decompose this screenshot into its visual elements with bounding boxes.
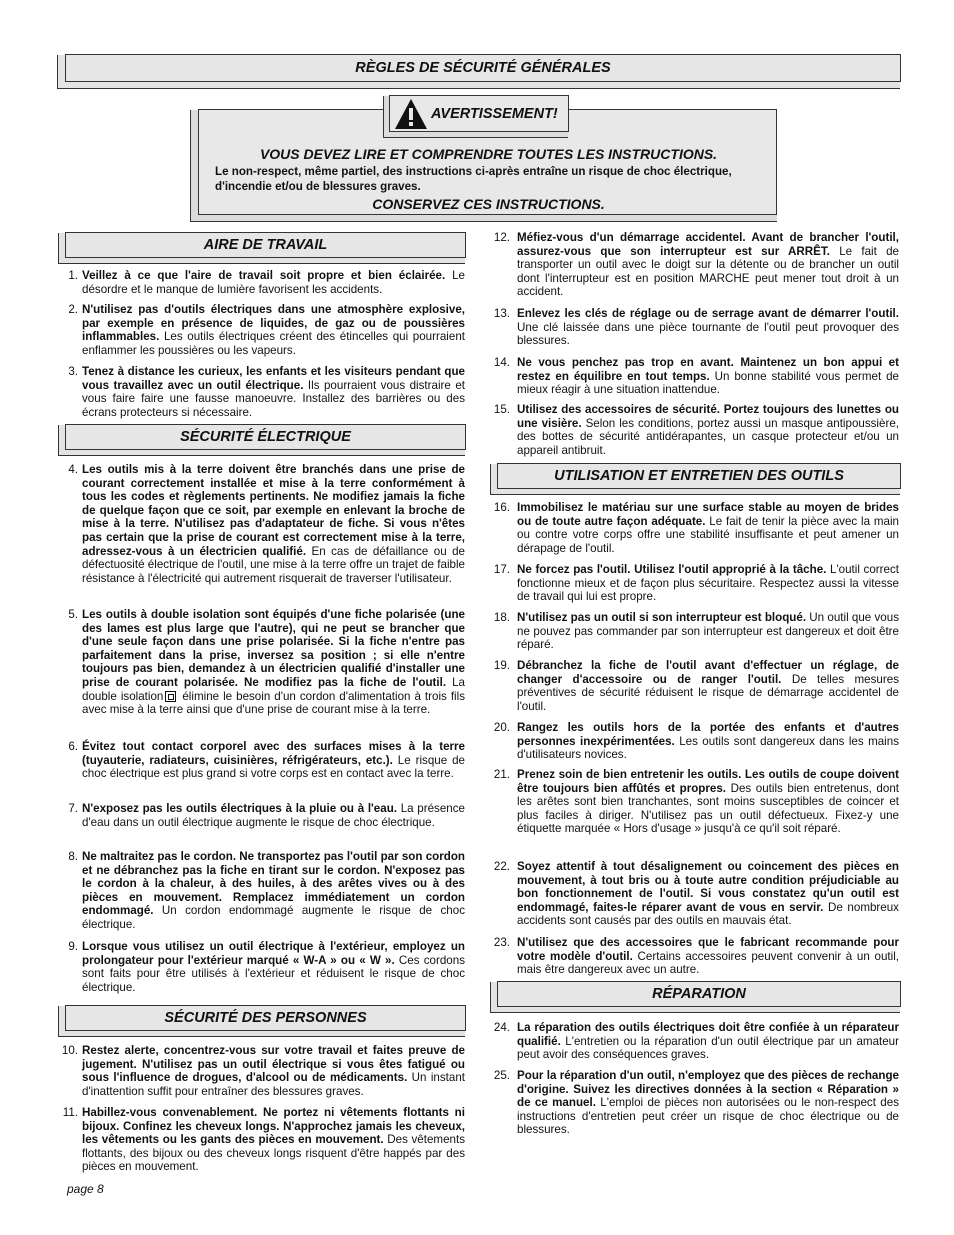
item-bold: N'utilisez pas un outil si son interrupteur est bloqué. — [517, 611, 807, 624]
item-bold: Pour la réparation d'un outil, n'employez que des pièces de rechange d'origine. Suivez les directives données à la section « Réparation » de ce manuel. — [517, 1069, 899, 1110]
item-text: Des vêtements flottants, des bijoux ou des cheveux longs risquent d'être happés par des pièces en mouvement. — [82, 1133, 465, 1174]
item-text: élimine le besoin d'un cordon d'alimentation à trois fils avec mise à la terre ainsi que d'une prise de courant mise à la terre. — [82, 689, 465, 717]
item-number: 13. — [493, 307, 510, 320]
item-text: Des outils bien entretenus, dont les arêtes sont bien tranchantes, sont moins susceptibles de coincer et plus faciles à diriger. N'utilisez pas un outil défectueux. Fixez-y une étiquette marquée « Hors d'usage » jusqu'à ce qu'il soit réparé. — [517, 781, 899, 836]
item-text: La présence d'eau dans un outil électrique augmente le risque de choc électrique. — [82, 802, 465, 829]
item-text: Les outils sont dangereux dans les mains d'utilisateurs novices. — [517, 734, 900, 762]
item-number: 4. — [68, 463, 78, 476]
warning-line-read: VOUS DEVEZ LIRE ET COMPRENDRE TOUTES LES INSTRUCTIONS. — [259, 146, 718, 162]
item-bold: Tenez à distance les curieux, les enfants et les visiteurs pendant que vous travaillez avec un outil électrique. — [82, 365, 465, 392]
item-bold: Ne vous penchez pas trop en avant. Maintenez un bon appui et restez en équilibre en tout temps. — [517, 356, 899, 383]
item-text: En cas de défaillance ou de défectuosité électrique de l'outil, une mise à la terre offre un trajet de faible résistance à l'électricité qui autrement risquerait de traverser l'utilisateur. — [82, 544, 465, 585]
item-bold: Utilisez des accessoires de sécurité. Portez toujours des lunettes ou une visière. — [517, 403, 899, 430]
item-number: 21. — [493, 768, 510, 781]
warning-body: Le non-respect, même partiel, des instructions ci-après entraîne un risque de choc électrique, d'incendie et/ou de blessures graves. — [215, 165, 732, 193]
item-number: 9. — [68, 940, 78, 953]
section-reparation — [490, 982, 900, 1013]
item-number: 19. — [493, 659, 510, 672]
section-title: SÉCURITÉ ÉLECTRIQUE — [65, 424, 466, 450]
item-text: Le risque de choc électrique est plus grand si votre corps est en contact avec la terre. — [82, 753, 465, 781]
item-number: 22. — [493, 860, 510, 873]
section-title: SÉCURITÉ DES PERSONNES — [65, 1005, 466, 1031]
item-text: Le désordre et le manque de lumière favorisent les accidents. — [82, 269, 465, 296]
item-number: 12. — [493, 231, 510, 244]
item-text: De telles mesures préventives de sécurité réduisent le risque de démarrage accidentel de l'outil. — [517, 672, 899, 713]
item-bold: N'utilisez que des accessoires que le fabricant recommande pour votre modèle d'outil. — [517, 936, 899, 963]
list-item — [56, 850, 465, 932]
list-item — [56, 740, 465, 781]
item-text: Le fait de tenir la pièce avec la main ou contre votre corps offre une stabilité insuffisante et peut amener un dérapage de l'outil. — [517, 514, 899, 555]
item-number: 14. — [493, 356, 510, 369]
item-number: 23. — [493, 936, 510, 949]
item-bold: Ne maltraitez pas le cordon. Ne transportez pas l'outil par son cordon et ne débranchez pas la fiche en tirant sur le cordon. N'exposez pas le cordon à la chaleur, à des huiles, à des arêtes vives ou à des pièces en mouvement. Remplacez immédiatement un cordon endommagé. — [82, 850, 465, 918]
item-bold: N'exposez pas les outils électriques à la pluie ou à l'eau. — [82, 802, 398, 815]
list-item — [488, 1021, 899, 1062]
section-utilisation-entretien — [490, 464, 900, 495]
list-item — [488, 563, 899, 604]
item-text: L'entretien ou la réparation d'un outil électrique par un amateur peut avoir des conséquences graves. — [517, 1034, 899, 1062]
list-item — [488, 860, 899, 928]
list-item — [488, 936, 899, 977]
item-number: 6. — [68, 740, 78, 753]
item-bold: Les outils mis à la terre doivent être branchés dans une prise de courant correctement installée et mise à la terre conformément à tous les codes et règlements pertinents. Ne modifiez jamais la fiche de quelque façon que ce soit, par exemple en enlevant la broche de mise à la terre. N'utilisez pas d'adaptateur de fiche. Si vous n'êtes pas certain que la prise de courant est correctement mise à la terre, adressez-vous à un électricien qualifié. — [82, 463, 465, 558]
list-item — [488, 721, 899, 762]
item-number: 7. — [68, 802, 78, 815]
item-number: 8. — [68, 850, 78, 863]
section-aire-de-travail — [58, 233, 465, 264]
item-text: Un cordon endommagé augmente le risque de choc électrique. — [82, 904, 465, 931]
item-bold: Ne forcez pas l'outil. Utilisez l'outil approprié à la tâche. — [517, 563, 827, 576]
item-bold: Prenez soin de bien entretenir les outils. Les outils de coupe doivent être toujours bien affûtés et propres. — [517, 768, 899, 795]
section-title: RÉPARATION — [497, 981, 901, 1007]
section-title: AIRE DE TRAVAIL — [65, 232, 466, 258]
item-text: Un instant d'inattention suffit pour entraîner des blessures graves. — [82, 1071, 465, 1098]
list-item — [56, 303, 465, 357]
item-bold: Immobilisez le matériau sur une surface stable au moyen de brides ou de toute autre façon adéquate. — [517, 501, 899, 528]
item-bold: La réparation des outils électriques doit être confiée à un réparateur qualifié. — [517, 1021, 899, 1048]
item-bold: Évitez tout contact corporel avec des surfaces mises à la terre (tuyauterie, radiateurs, cuisinières, réfrigérateurs, etc.). — [82, 740, 465, 767]
item-number: 11. — [62, 1106, 78, 1119]
list-item — [488, 768, 899, 836]
item-bold: Rangez les outils hors de la portée des enfants et d'autres personnes inexpérimentées. — [517, 721, 899, 748]
item-bold: Habillez-vous convenablement. Ne portez ni vêtements flottants ni bijoux. Confinez les cheveux longs. N'approchez jamais les cheveux, les vêtements ou les gants des pièces en mouvement. — [82, 1106, 465, 1147]
section-securite-electrique — [58, 425, 465, 456]
list-item — [488, 1069, 899, 1137]
section-securite-personnes — [58, 1006, 465, 1037]
item-text: De nombreux accidents sont causés par des outils en mauvais état. — [517, 900, 899, 928]
item-bold: Restez alerte, concentrez-vous sur votre travail et faites preuve de jugement. N'utilisez pas un outil électrique si vous êtes fatigué ou sous l'influence de drogues, d'alcool ou de médicaments. — [82, 1044, 465, 1085]
item-text: L'outil correct fonctionne mieux et de façon plus sécuritaire. Respectez aussi la vitesse de travail qui lui est propre. — [517, 563, 899, 604]
item-number: 1. — [68, 269, 78, 282]
item-number: 18. — [493, 611, 510, 624]
list-item — [488, 501, 899, 555]
item-bold: Soyez attentif à tout désalignement ou coincement des pièces en mouvement, à tout bris ou à toute autre condition préjudiciable au bon fonctionnement de l'outil. Si vous constatez qu'un outil est endommagé, faites-le réparer avant de vous en servir. — [517, 860, 899, 914]
item-bold: Méfiez-vous d'un démarrage accidentel. Avant de brancher l'outil, assurez-vous que son interrupteur est sur ARRÊT. — [517, 231, 899, 258]
item-text: Le fait de transporter un outil avec le doigt sur la détente ou de brancher un outil dont l'interrupteur est en position MARCHE peut mener tout droit à un accident. — [517, 244, 900, 299]
item-text: Ces cordons sont faits pour être utilisés à l'extérieur et réduisent le risque de choc électrique. — [82, 953, 465, 994]
item-number: 16. — [493, 501, 510, 514]
item-text: Selon les conditions, portez aussi un masque antipoussière, des bottes de sécurité antidérapantes, un casque protecteur et/ou un appareil antibruit. — [517, 416, 899, 457]
item-number: 15. — [493, 403, 510, 416]
item-text: Une clé laissée dans une pièce tournante de l'outil peut provoquer des blessures. — [517, 320, 899, 348]
double-insulation-icon — [165, 691, 176, 702]
page-number: page 8 — [67, 1182, 104, 1196]
item-number: 2. — [68, 303, 78, 316]
item-text: Les outils électriques créent des étincelles qui pourraient enflammer les poussières ou les vapeurs. — [82, 330, 465, 357]
list-item — [56, 463, 465, 585]
item-bold: Veillez à ce que l'aire de travail soit propre et bien éclairée. — [82, 269, 446, 282]
item-bold: Lorsque vous utilisez un outil électrique à l'extérieur, employez un prolongateur pour l'extérieur marqué « W-A » ou « W ». — [82, 940, 465, 967]
item-number: 24. — [493, 1021, 510, 1034]
list-item — [488, 403, 899, 457]
item-bold: Enlevez les clés de réglage ou de serrage avant de démarrer l'outil. — [517, 307, 899, 320]
item-bold: N'utilisez pas d'outils électriques dans une atmosphère explosive, par exemple en présence de liquides, de gaz ou de poussières inflammables. — [82, 303, 465, 344]
list-item — [488, 356, 899, 397]
item-text: L'emploi de pièces non autorisées ou le non-respect des instructions d'entretien peut créer un risque de choc électrique ou de blessures. — [517, 1096, 899, 1137]
warning-triangle-icon — [394, 98, 428, 130]
section-title: UTILISATION ET ENTRETIEN DES OUTILS — [497, 463, 901, 489]
item-number: 25. — [493, 1069, 510, 1082]
list-item — [56, 802, 465, 829]
list-item — [56, 269, 465, 296]
warning-title: AVERTISSEMENT! — [431, 105, 558, 122]
warning-tab — [383, 96, 568, 138]
list-item — [488, 611, 899, 652]
main-title: RÈGLES DE SÉCURITÉ GÉNÉRALES — [65, 54, 901, 82]
list-item — [56, 1044, 465, 1098]
list-item — [488, 231, 899, 299]
item-number: 5. — [68, 608, 78, 621]
item-text: Un bonne stabilité vous permet de mieux réagir à une situation inattendue. — [517, 369, 900, 397]
item-number: 17. — [493, 563, 510, 576]
item-number: 3. — [68, 365, 78, 378]
main-title-banner — [57, 55, 900, 89]
item-text: Ils pourraient vous distraire et vous faire faire une fausse manoeuvre. Installez des barrières ou des écrans protecteurs si nécessaire. — [82, 378, 465, 419]
item-text: Certains accessoires peuvent convenir à un outil, mais être dangereux avec un autre. — [517, 949, 899, 977]
list-item — [56, 940, 465, 994]
item-bold: Les outils à double isolation sont équipés d'une fiche polarisée (une des lames est plus large que l'autre), qui ne peut se brancher que d'une seule façon dans une prise polarisée. Si la fiche n'entre pas parfaitement dans la prise, inversez sa position ; si elle n'entre toujours pas bien, demandez à un électricien qualifié d'installer une prise de courant polarisée. Ne modifiez pas la fiche de l'outil. — [82, 608, 465, 689]
list-item — [488, 659, 899, 713]
item-number: 10. — [61, 1044, 78, 1057]
item-bold: Débranchez la fiche de l'outil avant d'effectuer un réglage, de changer d'accessoire ou de ranger l'outil. — [517, 659, 899, 686]
item-text: La double isolation — [82, 675, 466, 703]
item-text: Un outil que vous ne pouvez pas commander par son interrupteur est dangereux et doit être réparé. — [517, 611, 899, 652]
warning-line-keep: CONSERVEZ CES INSTRUCTIONS. — [372, 196, 605, 212]
list-item — [488, 307, 899, 348]
list-item — [56, 608, 465, 717]
list-item — [56, 365, 465, 419]
list-item — [56, 1106, 465, 1174]
item-number: 20. — [493, 721, 510, 734]
